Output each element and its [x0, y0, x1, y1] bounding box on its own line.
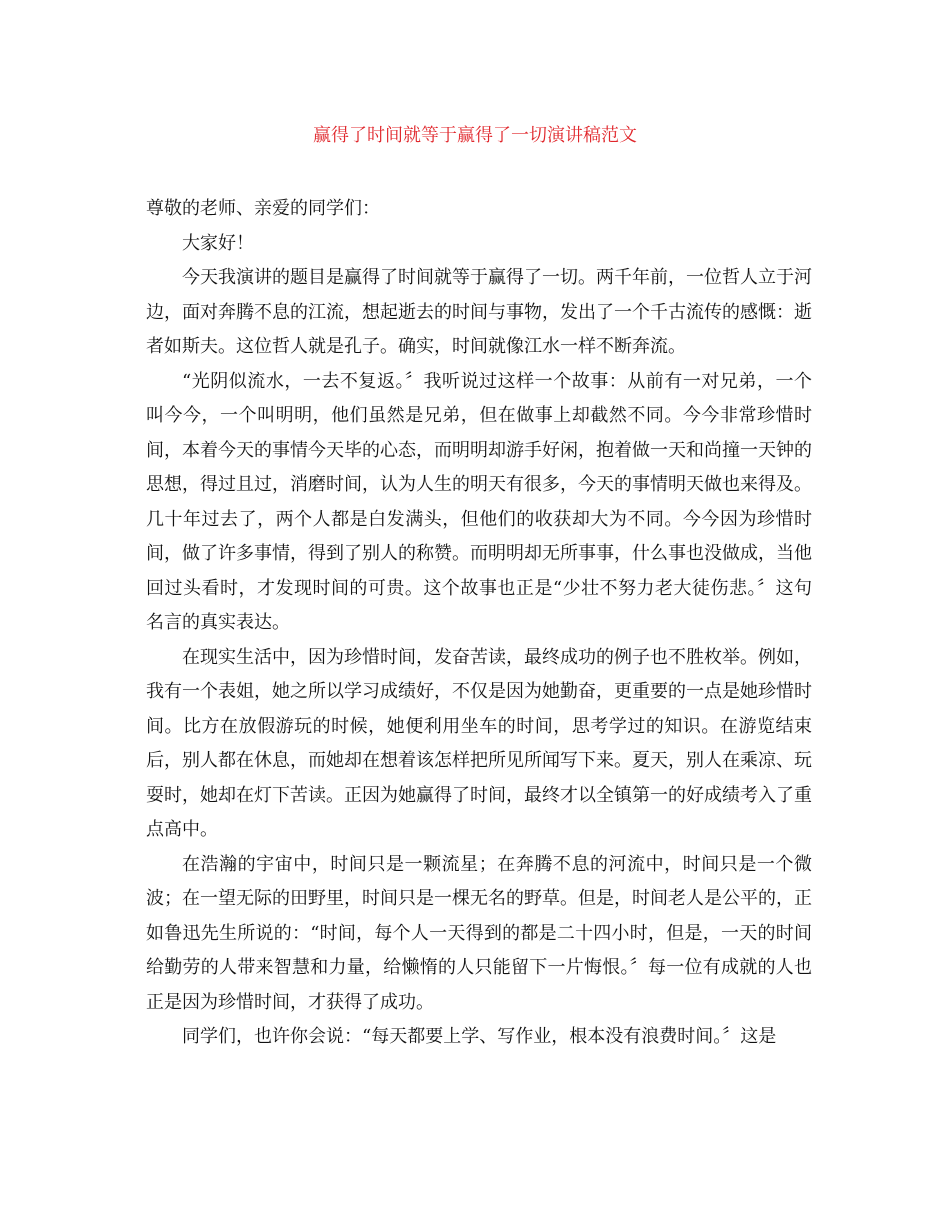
paragraph-universe: 在浩瀚的宇宙中，时间只是一颗流星；在奔腾不息的河流中，时间只是一个微波；在一望无际的田野里，时间只是一棵无名的野草。但是，时间老人是公平的，正如鲁迅先生所说的：“时间，每个人一天得到的都是二十四小时，但是，一天的时间给勤劳的人带来智慧和力量，给懒惰的人只能留下一片悔恨。〞每一位有成就的人也正是因为珍惜时间，才获得了成功。 [146, 853, 812, 1013]
paragraph-intro: 今天我演讲的题目是赢得了时间就等于赢得了一切。两千年前，一位哲人立于河边，面对奔腾不息的江流，想起逝去的时间与事物，发出了一个千古流传的感慨：逝者如斯夫。这位哲人就是孔子。确实，时间就像江水一样不断奔流。 [146, 267, 812, 357]
paragraph-example: 在现实生活中，因为珍惜时间，发奋苦读，最终成功的例子也不胜枚举。例如，我有一个表姐，她之所以学习成绩好，不仅是因为她勤奋，更重要的一点是她珍惜时间。比方在放假游玩的时候，她便利用坐车的时间，思考学过的知识。在游览结束后，别人都在休息，而她却在想着该怎样把所见所闻写下来。夏天，别人在乘凉、玩耍时，她却在灯下苦读。正因为她赢得了时间，最终才以全镇第一的好成绩考入了重点高中。 [146, 646, 812, 840]
paragraph-closing: 同学们，也许你会说：“每天都要上学、写作业，根本没有浪费时间。〞这是 [182, 1026, 777, 1047]
salutation: 尊敬的老师、亲爱的同学们： [146, 198, 380, 219]
document-body [146, 192, 812, 1055]
paragraph-greeting: 大家好！ [182, 232, 254, 254]
paragraph-story: “光阴似流水，一去不复返。〞我听说过这样一个故事：从前有一对兄弟，一个叫今今，一个叫明明，他们虽然是兄弟，但在做事上却截然不同。今今非常珍惜时间，本着今天的事情今天毕的心态，而明明却游手好闲，抱着做一天和尚撞一天钟的思想，得过且过，消磨时间，认为人生的明天有很多，今天的事情明天做也来得及。几十年过去了，两个人都是白发满头，但他们的收获却大为不同。今今因为珍惜时间，做了许多事情，得到了别人的称赞。而明明却无所事事，什么事也没做成，当他回过头看时，才发现时间的可贵。这个故事也正是“少壮不努力老大徒伤悲。〞这句名言的真实表达。 [146, 370, 812, 633]
document-title: 赢得了时间就等于赢得了一切演讲稿范文 [313, 125, 637, 146]
